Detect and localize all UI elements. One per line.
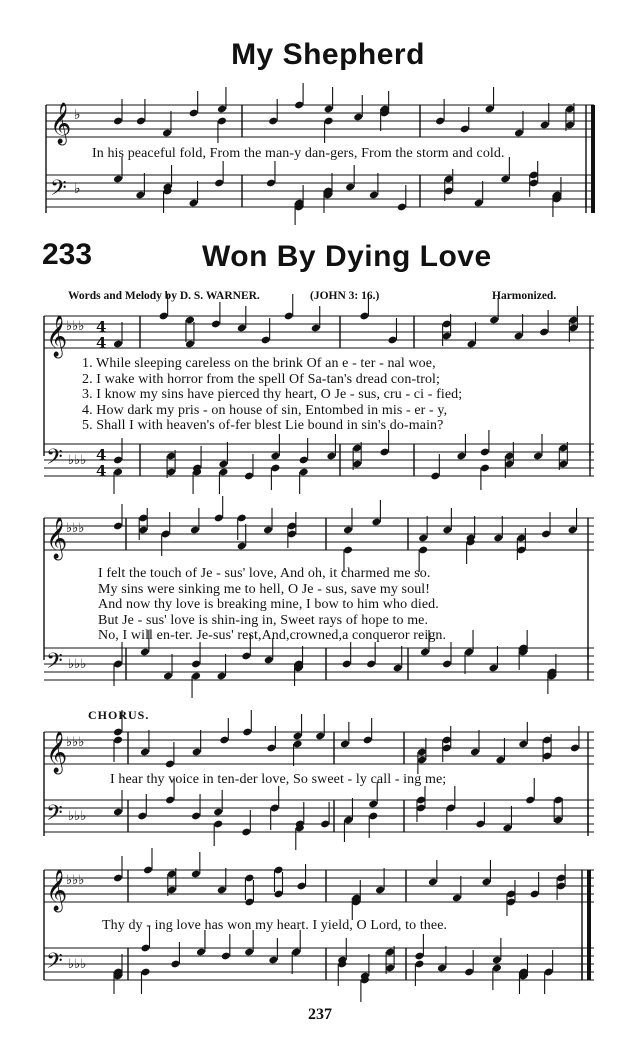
svg-text:4: 4 xyxy=(96,462,107,480)
svg-text:♭♭♭: ♭♭♭ xyxy=(66,735,85,750)
prev-hymn-lyric: In his peaceful fold, From the man-y dan-gers, From the storm and cold. xyxy=(92,146,505,161)
svg-text:♭♭♭: ♭♭♭ xyxy=(66,521,85,536)
svg-text:𝄞: 𝄞 xyxy=(46,732,68,773)
svg-text:♭: ♭ xyxy=(74,107,81,123)
svg-text:𝄞: 𝄞 xyxy=(46,870,68,911)
chorus-line-2: Thy dy - ing love has won my heart. I yield, O Lord, to thee. xyxy=(102,918,448,933)
chorus-bass-staff-2 xyxy=(0,944,640,994)
svg-text:𝄞: 𝄞 xyxy=(46,316,68,357)
verse-line: I felt the touch of Je - sus' love, And oh, it charmed me so. xyxy=(98,566,431,581)
system2-verses xyxy=(98,566,446,644)
svg-text:♭♭♭: ♭♭♭ xyxy=(68,657,87,672)
svg-text:♭♭♭: ♭♭♭ xyxy=(66,873,85,888)
page-number: 237 xyxy=(308,1006,332,1023)
verse-line: My sins were sinking me to hell, O Je - sus, save my soul! xyxy=(98,581,431,597)
verse-line: No, I will en-ter. Je-sus' rest,And,crowned,a conqueror reign. xyxy=(98,628,447,644)
chorus-treble-staff-1 xyxy=(0,724,640,774)
system1-bass-staff xyxy=(0,440,640,490)
hymn-harmony: Harmonized. xyxy=(492,290,557,302)
verse-line: But Je - sus' love is shin-ing in, Sweet rays of hope to me. xyxy=(98,612,429,628)
chorus-bass-staff-1 xyxy=(0,796,640,846)
svg-text:𝄢: 𝄢 xyxy=(50,176,67,206)
hymn-scripture: (JOHN 3: 16.) xyxy=(310,290,380,302)
hymn-credit: Words and Melody by D. S. WARNER. xyxy=(68,290,260,302)
verse-line: 2. I wake with horror from the spell Of Sa-tan's dread con-trol; xyxy=(82,371,441,387)
hymn-number: 233 xyxy=(42,238,93,271)
svg-text:𝄞: 𝄞 xyxy=(50,103,72,144)
system1-verses xyxy=(82,356,462,434)
verse-line: 3. I know my sins have pierced thy heart, O Je - sus, cru - ci - fied; xyxy=(82,387,463,403)
prev-hymn-title: My Shepherd xyxy=(231,38,425,71)
svg-text:♭♭♭: ♭♭♭ xyxy=(68,453,87,468)
system1-treble-staff xyxy=(0,308,640,358)
verse-line: And now thy love is breaking mine, I bow to him who died. xyxy=(98,597,439,613)
svg-text:4: 4 xyxy=(96,334,107,352)
svg-text:♭♭♭: ♭♭♭ xyxy=(66,319,85,334)
svg-text:𝄢: 𝄢 xyxy=(46,801,63,831)
svg-text:4: 4 xyxy=(96,318,107,336)
svg-text:4: 4 xyxy=(96,446,107,464)
svg-text:𝄢: 𝄢 xyxy=(46,949,63,979)
system2-bass-staff xyxy=(0,644,640,694)
chorus-label: CHORUS. xyxy=(88,708,150,722)
svg-text:𝄢: 𝄢 xyxy=(46,445,63,475)
verse-line: 4. How dark my pris - on house of sin, Entombed in mis - er - y, xyxy=(82,402,448,418)
system2-treble-staff xyxy=(0,510,640,560)
svg-text:𝄞: 𝄞 xyxy=(46,518,68,559)
svg-text:♭: ♭ xyxy=(74,181,81,197)
hymn-title: Won By Dying Love xyxy=(202,240,492,273)
verse-line: 1. While sleeping careless on the brink Of an e - ter - nal woe, xyxy=(82,356,436,371)
chorus-treble-staff-2 xyxy=(0,862,640,912)
svg-text:♭♭♭: ♭♭♭ xyxy=(68,809,87,824)
svg-text:𝄢: 𝄢 xyxy=(46,649,63,679)
prev-bass-staff xyxy=(0,171,640,221)
chorus-line-1: I hear thy voice in ten-der love, So sweet - ly call - ing me; xyxy=(110,772,447,787)
svg-text:♭♭♭: ♭♭♭ xyxy=(68,957,87,972)
verse-line: 5. Shall I with heaven's of-fer blest Lie bound in sin's do-main? xyxy=(82,418,444,434)
